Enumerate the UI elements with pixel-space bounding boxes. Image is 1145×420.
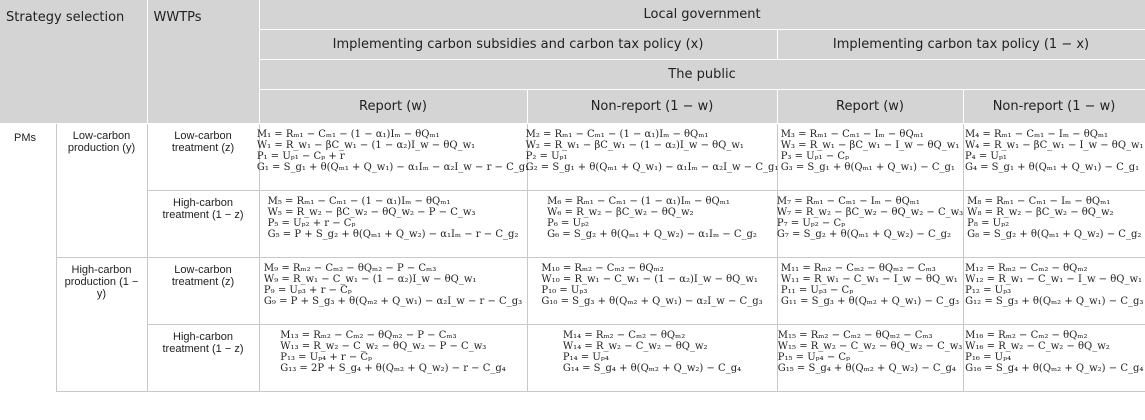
payoff-equation: P₁₀ = Uₚ₃ [541,285,588,296]
payoff-equation: W₄ = R_w₁ − βC_w₁ − I_w − θQ_w₁ [964,140,1144,151]
payoff-equation: G₁₁ = S_g₃ + θ(Qₘ₂ + Q_w₁) − C_g₃ [780,296,960,307]
payoff-equation: P₁₂ = Uₚ₃ [965,285,1012,296]
payoff-equation: G₁₅ = S_g₄ + θ(Qₘ₂ + Q_w₂) − C_g₄ [777,363,956,374]
header-non-report-2: Non-report (1 − w) [963,90,1145,124]
header-subsidy-tax-policy: Implementing carbon subsidies and carbon tax policy (x) [259,30,777,60]
wwtp-label: Low-carbon treatment (z) [147,258,259,325]
payoff-equation: M₃ = Rₘ₁ − Cₘ₁ − Iₘ − θQₘ₁ [780,129,924,140]
payoff-equation: G₅ = P + S_g₂ + θ(Qₘ₁ + Q_w₂) − α₁Iₘ − r − C_g₂ [267,229,519,240]
wwtp-label: Low-carbon treatment (z) [147,124,259,191]
payoff-equation: P₄ = Uₚ₁ [964,151,1007,162]
payoff-equation: P₅ = Uₚ₂ + r − Cₚ [267,218,356,229]
payoff-equation: M₉ = Rₘ₂ − Cₘ₂ − θQₘ₂ − P − Cₘ₃ [263,263,437,274]
payoff-equation: M₈ = Rₘ₁ − Cₘ₁ − Iₘ − θQₘ₁ [967,196,1111,207]
payoff-cell [259,258,527,325]
payoff-equation: W₃ = R_w₁ − βC_w₁ − I_w − θQ_w₁ [780,140,960,151]
payoff-equation: W₇ = R_w₂ − βC_w₂ − θQ_w₂ − C_w₃ [776,207,964,218]
payoff-cell [777,191,963,258]
header-report-1: Report (w) [259,90,527,124]
payoff-equation: W₁₁ = R_w₁ − C_w₁ − I_w − θQ_w₁ [780,274,958,285]
payoff-equation: M₁₂ = Rₘ₂ − Cₘ₂ − θQₘ₂ [965,263,1088,274]
payoff-equation: G₉ = P + S_g₃ + θ(Qₘ₂ + Q_w₁) − α₂I_w − r − C_g₃ [263,296,523,307]
payoff-cell [963,325,1145,392]
payoff-equation: P₁₅ = Uₚ₄ − Cₚ [777,352,851,363]
payoff-equation: P₁ = Uₚ₁ − Cₚ + r [256,151,345,162]
payoff-equation: W₈ = R_w₂ − βC_w₂ − θQ_w₂ [967,207,1114,218]
payoff-equation: M₁₃ = Rₘ₂ − Cₘ₂ − θQₘ₂ − P − Cₘ₃ [280,330,457,341]
payoff-equation: G₃ = S_g₁ + θ(Qₘ₁ + Q_w₁) − C_g₁ [780,162,955,173]
payoff-equation: M₁₄ = Rₘ₂ − Cₘ₂ − θQₘ₂ [562,330,686,341]
payoff-equation: W₂ = R_w₁ − βC_w₁ − (1 − α₂)I_w − θQ_w₁ [525,140,744,151]
payoff-equation: G₁₂ = S_g₃ + θ(Qₘ₂ + Q_w₁) − C_g₃ [965,296,1144,307]
payoff-equation: M₁₀ = Rₘ₂ − Cₘ₂ − θQₘ₂ [541,263,664,274]
payoff-cell [963,258,1145,325]
payoff-cell [527,124,777,191]
header-local-government: Local government [259,0,1145,30]
payoff-cell [527,258,777,325]
payoff-equation: W₁ = R_w₁ − βC_w₁ − (1 − α₂)I_w − θQ_w₁ [256,140,476,151]
payoff-equation: M₁₅ = Rₘ₂ − Cₘ₂ − θQₘ₂ − Cₘ₃ [777,330,933,341]
payoff-equation: P₃ = Uₚ₁ − Cₚ [780,151,849,162]
header-tax-policy: Implementing carbon tax policy (1 − x) [777,30,1145,60]
payoff-equation: P₇ = Uₚ₂ − Cₚ [776,218,846,229]
payoff-equation: G₁₆ = S_g₄ + θ(Qₘ₂ + Q_w₂) − C_g₄ [965,363,1144,374]
payoff-equation: P₈ = Uₚ₂ [967,218,1010,229]
payoff-cell [777,325,963,392]
payoff-equation: W₅ = R_w₂ − βC_w₂ − θQ_w₂ − P − C_w₃ [267,207,476,218]
payoff-cell [963,191,1145,258]
payoff-equation: M₆ = Rₘ₁ − Cₘ₁ − (1 − α₁)Iₘ − θQₘ₁ [547,196,730,207]
payoff-equation: P₁₃ = Uₚ₄ + r − Cₚ [280,352,373,363]
header-report-2: Report (w) [777,90,963,124]
payoff-equation: W₁₂ = R_w₁ − C_w₁ − I_w − θQ_w₁ [965,274,1143,285]
payoff-equation: P₂ = Uₚ₁ [525,151,568,162]
payoff-equation: P₁₁ = Uₚ₃ − Cₚ [780,285,854,296]
payoff-equation: P₁₄ = Uₚ₄ [562,352,609,363]
payoff-equation: W₁₀ = R_w₁ − C_w₁ − (1 − α₂)I_w − θQ_w₁ [541,274,758,285]
pms-label: PMs [0,124,56,392]
wwtp-label: High-carbon treatment (1 − z) [147,325,259,392]
payoff-cell [256,124,530,191]
payoff-cell [259,325,527,392]
payoff-equation: W₉ = R_w₁ − C_w₁ − (1 − α₂)I_w − θQ_w₁ [263,274,477,285]
payoff-equation: G₈ = S_g₂ + θ(Qₘ₁ + Q_w₂) − C_g₂ [967,229,1142,240]
payoff-cell [777,258,963,325]
payoff-equation: G₁₀ = S_g₃ + θ(Qₘ₂ + Q_w₁) − α₂I_w − C_g₃ [541,296,763,307]
header-the-public: The public [259,60,1145,90]
header-wwtps: WWTPs [147,0,259,124]
payoff-equation: G₁₃ = 2P + S_g₄ + θ(Qₘ₂ + Q_w₂) − r − C_g₄ [280,363,506,374]
payoff-cell [527,191,777,258]
payoff-equation: P₁₆ = Uₚ₄ [965,352,1012,363]
payoff-equation: G₆ = S_g₂ + θ(Qₘ₁ + Q_w₂) − α₁Iₘ − C_g₂ [547,229,757,240]
payoff-equation: W₁₃ = R_w₂ − C_w₂ − θQ_w₂ − P − C_w₃ [280,341,487,352]
payoff-cell [259,191,527,258]
payoff-equation: P₉ = Uₚ₃ + r − Cₚ [263,285,352,296]
payoff-cell [527,325,777,392]
payoff-equation: M₁ = Rₘ₁ − Cₘ₁ − (1 − α₁)Iₘ − θQₘ₁ [256,129,440,140]
payoff-equation: P₆ = Uₚ₂ [547,218,590,229]
payoff-equation: W₆ = R_w₂ − βC_w₂ − θQ_w₂ [547,207,694,218]
payoff-equation: W₁₅ = R_w₂ − C_w₂ − θQ_w₂ − C_w₃ [777,341,963,352]
payoff-equation: M₂ = Rₘ₁ − Cₘ₁ − (1 − α₁)Iₘ − θQₘ₁ [525,129,709,140]
payoff-equation: G₄ = S_g₁ + θ(Qₘ₁ + Q_w₁) − C_g₁ [964,162,1140,173]
group-label-low-carbon: Low-carbon production (y) [56,124,147,258]
payoff-equation: W₁₆ = R_w₂ − C_w₂ − θQ_w₂ [965,341,1110,352]
payoff-equation: M₅ = Rₘ₁ − Cₘ₁ − (1 − α₁)Iₘ − θQₘ₁ [267,196,451,207]
payoff-equation: M₄ = Rₘ₁ − Cₘ₁ − Iₘ − θQₘ₁ [964,129,1109,140]
payoff-equation: M₁₁ = Rₘ₂ − Cₘ₂ − θQₘ₂ − Cₘ₃ [780,263,936,274]
payoff-equation: W₁₄ = R_w₂ − C_w₂ − θQ_w₂ [562,341,708,352]
wwtp-label: High-carbon treatment (1 − z) [147,191,259,258]
header-strategy-selection: Strategy selection [0,0,147,124]
payoff-equation: G₂ = S_g₁ + θ(Qₘ₁ + Q_w₁) − α₁Iₘ − α₂I_w − C_g₁ [525,162,779,173]
payoff-equation: M₇ = Rₘ₁ − Cₘ₁ − Iₘ − θQₘ₁ [776,196,920,207]
payoff-equation: G₁ = S_g₁ + θ(Qₘ₁ + Q_w₁) − α₁Iₘ − α₂I_w − r − C_g₁ [256,162,530,173]
payoff-cell [963,124,1145,191]
payoff-equation: M₁₆ = Rₘ₂ − Cₘ₂ − θQₘ₂ [965,330,1088,341]
payoff-equation: G₁₄ = S_g₄ + θ(Qₘ₂ + Q_w₂) − C_g₄ [562,363,742,374]
group-label-high-carbon: High-carbon production (1 − y) [56,258,147,392]
header-non-report-1: Non-report (1 − w) [527,90,777,124]
payoff-cell [777,124,963,191]
payoff-equation: G₇ = S_g₂ + θ(Qₘ₁ + Q_w₂) − C_g₂ [776,229,952,240]
